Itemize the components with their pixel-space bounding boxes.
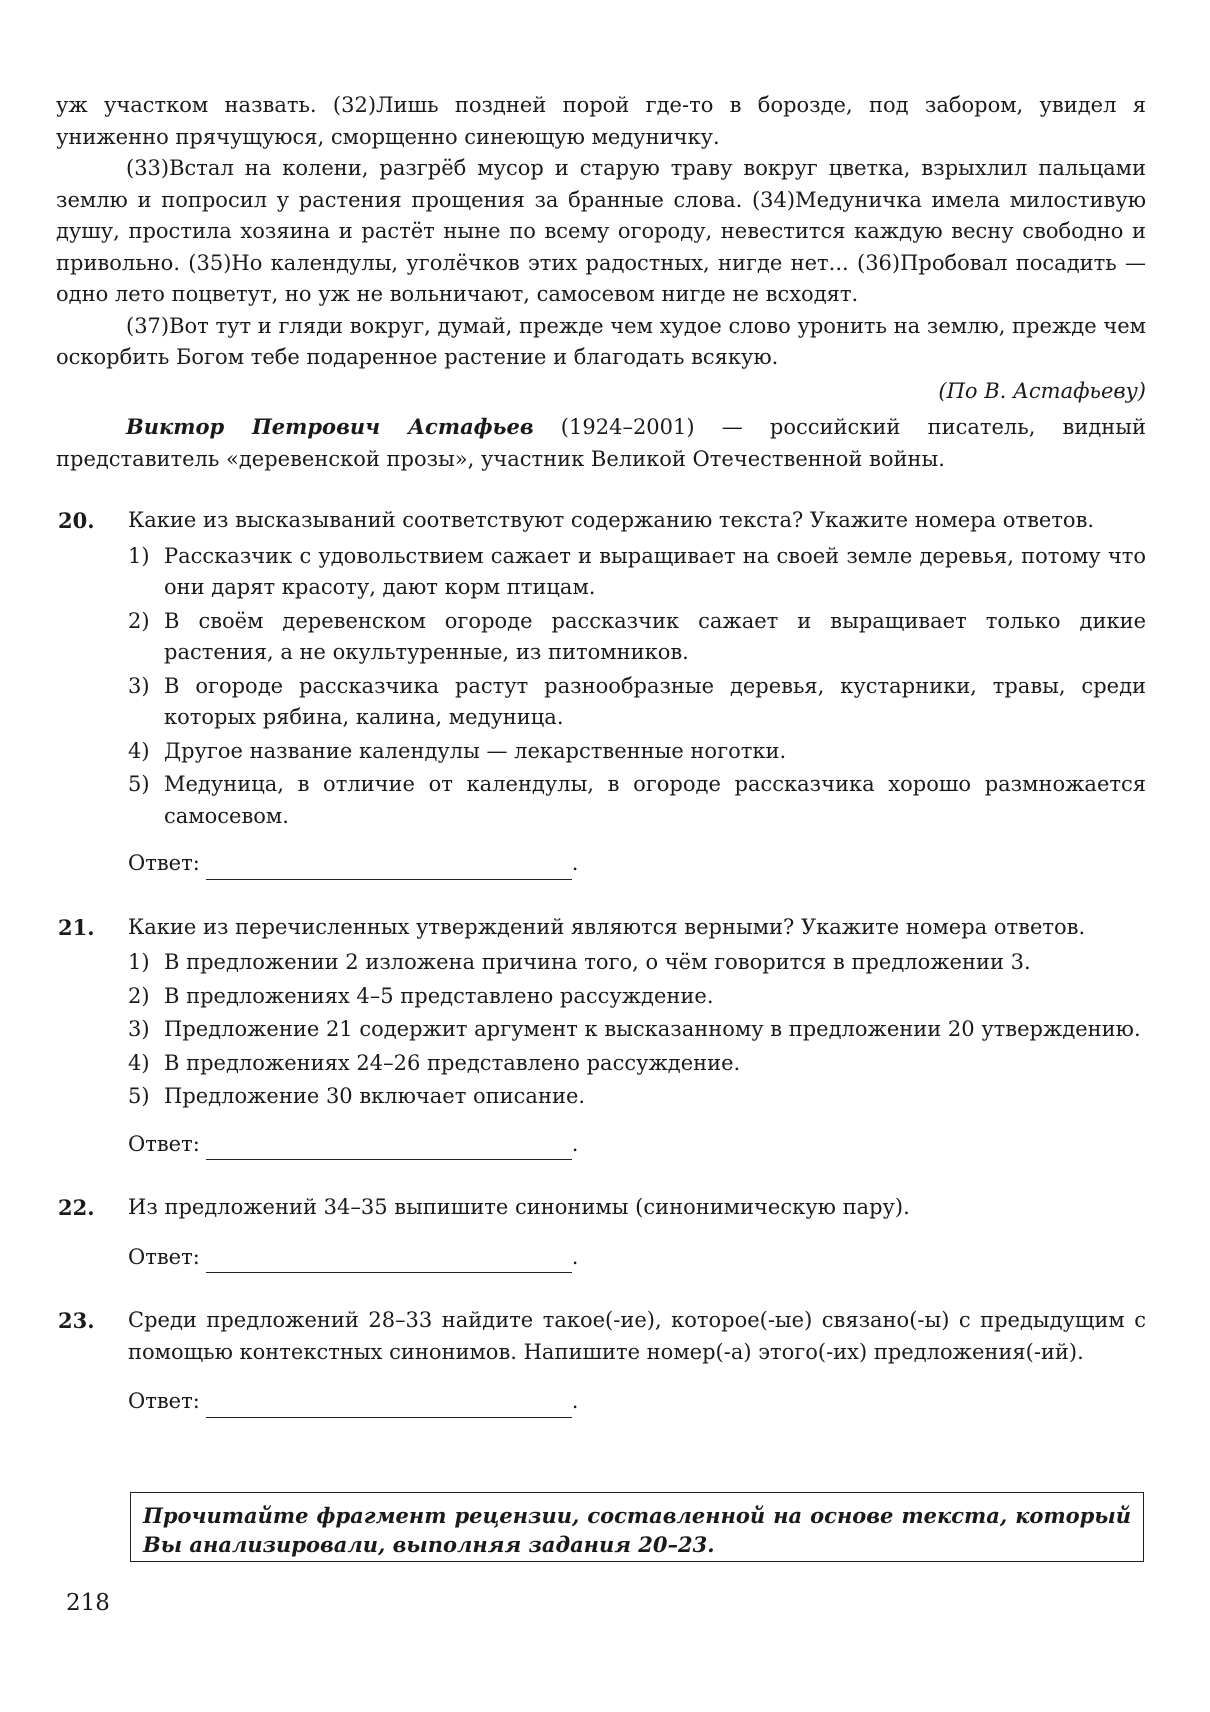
option-number: 3) [128, 673, 150, 698]
option-item [128, 1048, 1146, 1080]
option-item [128, 1081, 1146, 1113]
option-number: 5) [128, 772, 150, 796]
answer-field[interactable] [206, 1137, 572, 1160]
answer-field[interactable] [206, 1395, 572, 1418]
answer-field[interactable] [206, 857, 572, 880]
passage-source: (По В. Астафьеву) [938, 378, 1146, 403]
option-text: В своём деревенском огороде рассказчик сажает и выращивает только дикие растения, а не окультуренные, из питомников. [164, 608, 1146, 664]
option-list [128, 947, 1146, 1113]
task-21 [56, 912, 1146, 1161]
option-number: 3) [128, 1017, 150, 1041]
option-item [128, 736, 1146, 768]
option-list [128, 541, 1146, 833]
author-name: Виктор Петрович Астафьев [126, 414, 534, 439]
option-item [128, 606, 1146, 669]
option-text: В предложении 2 изложена причина того, о чём говорится в предложении 3. [164, 950, 1031, 974]
option-number: 4) [128, 738, 150, 763]
option-item [128, 769, 1146, 832]
option-number: 1) [128, 950, 150, 974]
option-item [128, 981, 1146, 1013]
task-20 [56, 505, 1146, 880]
answer-period: . [571, 851, 579, 875]
option-number: 4) [128, 1050, 150, 1075]
answer-row [128, 1386, 1146, 1418]
passage-paragraph-3: (37)Вот тут и гляди вокруг, думай, прежде чем худое слово уронить на землю, прежде чем оскорбить Богом тебе подаренное растение и благодать всякую. [56, 313, 1146, 369]
author-bio [56, 411, 1146, 475]
option-number: 5) [128, 1084, 150, 1108]
option-item [128, 541, 1146, 604]
instruction-box: Прочитайте фрагмент рецензии, составленной на основе текста, который Вы анализировали, выполняя задания 20–23. [130, 1492, 1144, 1562]
passage-paragraph-2: (33)Встал на колени, разгрёб мусор и старую траву вокруг цветка, взрыхлил пальцами землю и попросил у растения прощения за бранные слова. (34)Медуничка имела милостивую душу, простила хозяина и растёт ныне по всему огороду, невестится каждую весну свободно и привольно. (35)Но календулы, уголёчков этих радостных, нигде нет... (36)Пробовал посадить — одно лето поцветут, но уж не вольничают, самосевом нигде не всходят. [56, 156, 1146, 306]
option-text: Предложение 21 содержит аргумент к высказанному в предложении 20 утверждению. [164, 1017, 1141, 1041]
author-bio-text: (1924–2001) — российский писатель, видный представитель «деревенской прозы», участник Великой Отечественной войны. [56, 415, 1147, 471]
option-text: В огороде рассказчика растут разнообразные деревья, кустарники, травы, среди которых рябина, калина, медуница. [164, 673, 1146, 729]
answer-period: . [571, 1131, 579, 1156]
option-text: В предложениях 4–5 представлено рассуждение. [164, 983, 714, 1008]
task-number: 23. [58, 1308, 95, 1333]
answer-row [128, 848, 1146, 880]
option-text: Предложение 30 включает описание. [164, 1084, 586, 1108]
answer-row [128, 1242, 1146, 1274]
option-text: Другое название календулы — лекарственные ноготки. [164, 738, 787, 763]
option-item [128, 947, 1146, 979]
passage-paragraph-1: уж участком назвать. (32)Лишь поздней порой где-то в борозде, под забором, увидел я униженно прячущуюся, сморщенно синеющую медуничку. [56, 93, 1146, 149]
option-text: Медуница, в отличие от календулы, в огороде рассказчика хорошо размножается самосевом. [164, 772, 1146, 828]
task-number: 20. [58, 508, 95, 533]
answer-label: Ответ: [128, 1131, 200, 1156]
option-item [128, 1014, 1146, 1046]
answer-period: . [571, 1244, 579, 1269]
answer-label: Ответ: [128, 1244, 200, 1269]
task-number: 21. [58, 914, 95, 940]
answer-row [128, 1129, 1146, 1161]
answer-field[interactable] [206, 1250, 572, 1273]
task-number: 22. [58, 1195, 95, 1220]
option-number: 2) [128, 983, 150, 1008]
answer-label: Ответ: [128, 1389, 200, 1413]
answer-period: . [571, 1389, 579, 1413]
task-question: Какие из перечисленных утверждений являются верными? Укажите номера ответов. [128, 914, 1086, 939]
option-number: 1) [128, 543, 150, 568]
option-number: 2) [128, 608, 150, 633]
option-text: В предложениях 24–26 представлено рассуждение. [164, 1050, 741, 1075]
option-item [128, 671, 1146, 734]
task-23 [56, 1305, 1146, 1418]
answer-label: Ответ: [128, 851, 200, 875]
page-number: 218 [66, 1590, 110, 1616]
task-22 [56, 1192, 1146, 1273]
task-question: Среди предложений 28–33 найдите такое(-ие), которое(-ые) связано(-ы) с предыдущим с помощью контекстных синонимов. Напишите номер(-а) этого(-их) предложения(-ий). [128, 1308, 1146, 1364]
task-question: Какие из высказываний соответствуют содержанию текста? Укажите номера ответов. [128, 508, 1095, 532]
page-content [56, 90, 1146, 1418]
task-question: Из предложений 34–35 выпишите синонимы (синонимическую пару). [128, 1195, 910, 1219]
option-text: Рассказчик с удовольствием сажает и выращивает на своей земле деревья, потому что они дарят красоту, дают корм птицам. [164, 543, 1146, 599]
